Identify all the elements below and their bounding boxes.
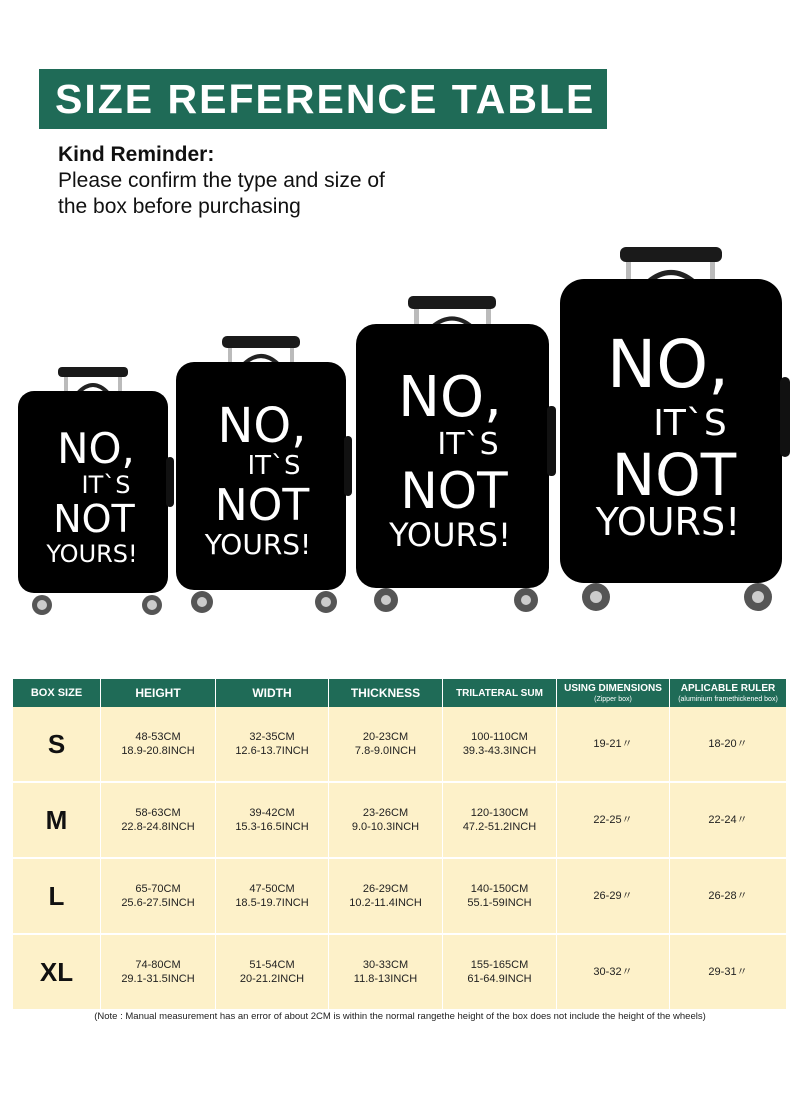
table-row (13, 707, 786, 783)
cover-text-its: IT`S (247, 451, 301, 481)
height-cell: 65-70CM 25.6-27.5INCH (101, 859, 215, 935)
reminder-title: Kind Reminder: (58, 143, 215, 166)
luggage-xl-image (560, 247, 795, 617)
ruler-cell: 29-31〃 (670, 935, 786, 1011)
sum-cell: 155-165CM 61-64.9INCH (443, 935, 556, 1011)
using-cell: 30-32〃 (557, 935, 669, 1011)
header-applicable-ruler: APLICABLE RULER (aluminium framethickened box) (670, 679, 786, 707)
width-cell: 47-50CM 18.5-19.7INCH (216, 859, 328, 935)
size-cell: XL (13, 935, 100, 1011)
cover-text-yours: YOURS! (389, 516, 511, 554)
cover-text-no: NO, (217, 398, 307, 454)
cover-text-not: NOT (53, 497, 135, 541)
ruler-cell: 22-24〃 (670, 783, 786, 859)
luggage-l-image (356, 296, 561, 616)
size-cell: S (13, 707, 100, 783)
table-row (13, 859, 786, 935)
header-box-size: BOX SIZE (13, 679, 100, 707)
table-row (13, 783, 786, 859)
size-cell: M (13, 783, 100, 859)
cover-text-yours: YOURS! (46, 540, 138, 568)
cover-text-its: IT`S (81, 471, 131, 499)
width-cell: 39-42CM 15.3-16.5INCH (216, 783, 328, 859)
page-title: SIZE REFERENCE TABLE (39, 69, 607, 129)
sum-cell: 140-150CM 55.1-59INCH (443, 859, 556, 935)
cover-text-not: NOT (400, 462, 508, 520)
cover-text-yours: YOURS! (204, 528, 312, 561)
reminder-line-1: Please confirm the type and size of (58, 169, 385, 192)
sum-cell: 120-130CM 47.2-51.2INCH (443, 783, 556, 859)
using-cell: 19-21〃 (557, 707, 669, 783)
cover-text-its: IT`S (437, 427, 499, 462)
ruler-cell: 26-28〃 (670, 859, 786, 935)
thickness-cell: 23-26CM 9.0-10.3INCH (329, 783, 442, 859)
thickness-cell: 30-33CM 11.8-13INCH (329, 935, 442, 1011)
kind-reminder (58, 142, 385, 220)
using-cell: 26-29〃 (557, 859, 669, 935)
cover-text-not: NOT (611, 441, 737, 509)
table-header-row (13, 679, 786, 707)
height-cell: 58-63CM 22.8-24.8INCH (101, 783, 215, 859)
cover-text-no: NO, (398, 365, 502, 430)
width-cell: 51-54CM 20-21.2INCH (216, 935, 328, 1011)
cover-text-yours: YOURS! (595, 500, 741, 544)
cover-text-no: NO, (606, 326, 730, 403)
height-cell: 74-80CM 29.1-31.5INCH (101, 935, 215, 1011)
luggage-m-image (176, 336, 356, 616)
thickness-cell: 20-23CM 7.8-9.0INCH (329, 707, 442, 783)
size-table (12, 679, 787, 1011)
cover-text-no: NO, (57, 424, 135, 473)
size-cell: L (13, 859, 100, 935)
using-cell: 22-25〃 (557, 783, 669, 859)
cover-text-not: NOT (214, 480, 310, 531)
ruler-cell: 18-20〃 (670, 707, 786, 783)
luggage-s-image (18, 367, 178, 617)
header-height: HEIGHT (101, 679, 215, 707)
header-thickness: THICKNESS (329, 679, 442, 707)
sum-cell: 100-110CM 39.3-43.3INCH (443, 707, 556, 783)
measurement-note: (Note : Manual measurement has an error of about 2CM is within the normal rangethe height of the box does not include the height of the wheels) (94, 1011, 706, 1022)
cover-text-its: IT`S (653, 403, 727, 444)
header-using-dimensions: USING DIMENSIONS (Zipper box) (557, 679, 669, 707)
height-cell: 48-53CM 18.9-20.8INCH (101, 707, 215, 783)
reminder-line-2: the box before purchasing (58, 195, 301, 218)
width-cell: 32-35CM 12.6-13.7INCH (216, 707, 328, 783)
header-width: WIDTH (216, 679, 328, 707)
table-row (13, 935, 786, 1011)
thickness-cell: 26-29CM 10.2-11.4INCH (329, 859, 442, 935)
header-trilateral-sum: TRILATERAL SUM (443, 679, 556, 707)
